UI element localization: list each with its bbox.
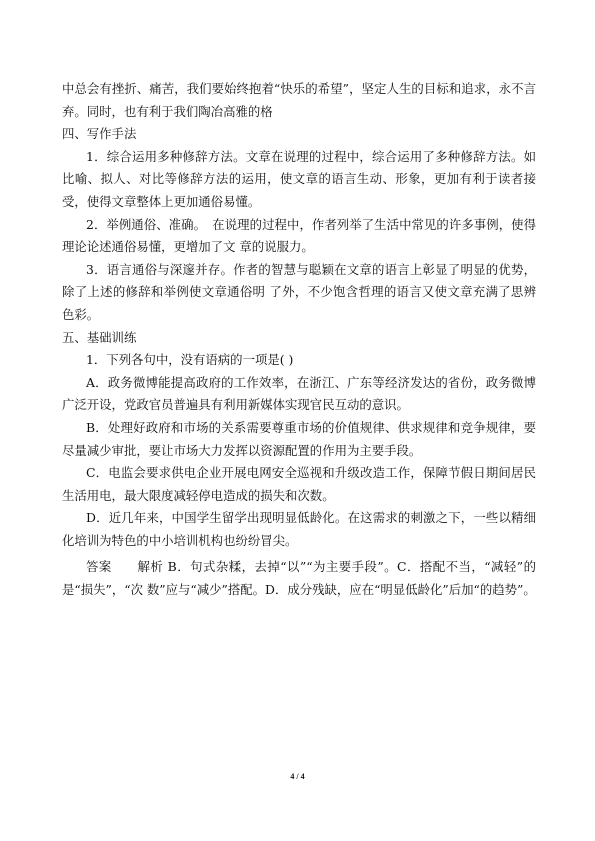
paragraph-technique-2: 2．举例通俗、准确。 在说理的过程中，作者列举了生活中常见的许多事例，使得理论论述通俗易懂，更增加了文 章的说服力。 (62, 216, 536, 255)
section-heading-writing-techniques: 四、写作手法 (62, 126, 137, 142)
option-d: D．近几年来，中国学生留学出现明显低龄化。在这需求的刺激之下，一些以精细化培训为特色的中小培训机构也纷纷冒尖。 (62, 510, 536, 548)
page-number: 4 / 4 (290, 772, 305, 781)
document-body (62, 78, 536, 602)
option-b: B．处理好政府和市场的关系需要尊重市场的价值规律、供求规律和竞争规律，要尽量减少审批，要让市场大力发挥以资源配置的作用为主要手段。 (62, 419, 536, 458)
option-c: C．电监会要求供电企业开展电网安全巡视和升级改造工作，保障节假日期间居民生活用电，最大限度减轻停电造成的损失和次数。 (62, 465, 536, 503)
section-heading-basic-training: 五、基础训练 (62, 329, 137, 345)
paragraph-technique-3: 3．语言通俗与深邃并存。作者的智慧与聪颖在文章的语言上彰显了明显的优势，除了上述的修辞和举例使文章通俗明 了外，不少饱含哲理的语言又使文章充满了思辨色彩。 (62, 261, 536, 322)
option-a: A．政务微博能提高政府的工作效率，在浙江、广东等经济发达的省份，政务微博广泛开设，党政官员普遍具有利用新媒体实现官民互动的意识。 (62, 374, 536, 413)
answer-explanation: 答案 解析 B．句式杂糅，去掉“以”“为主要手段”。C．搭配不当，“减轻”的是“损失”，“次 数”应与“减少”搭配。D．成分残缺，应在“明显低龄化”后加“的趋势”。 (62, 559, 536, 598)
question-stem: 1．下列各句中，没有语病的一项是( ) (86, 352, 294, 368)
paragraph-continuation: 中总会有挫折、痛苦，我们要始终抱着“快乐的希望”，坚定人生的目标和追求，永不言弃。同时，也有利于我们陶冶高雅的格 (62, 81, 536, 119)
paragraph-technique-1: 1．综合运用多种修辞方法。文章在说理的过程中，综合运用了多种修辞方法。如比喻、拟人、对比等修辞方法的运用，使文章的语言生动、形象，更加有利于读者接受，使得文章整体上更加通俗易懂。 (62, 148, 536, 209)
